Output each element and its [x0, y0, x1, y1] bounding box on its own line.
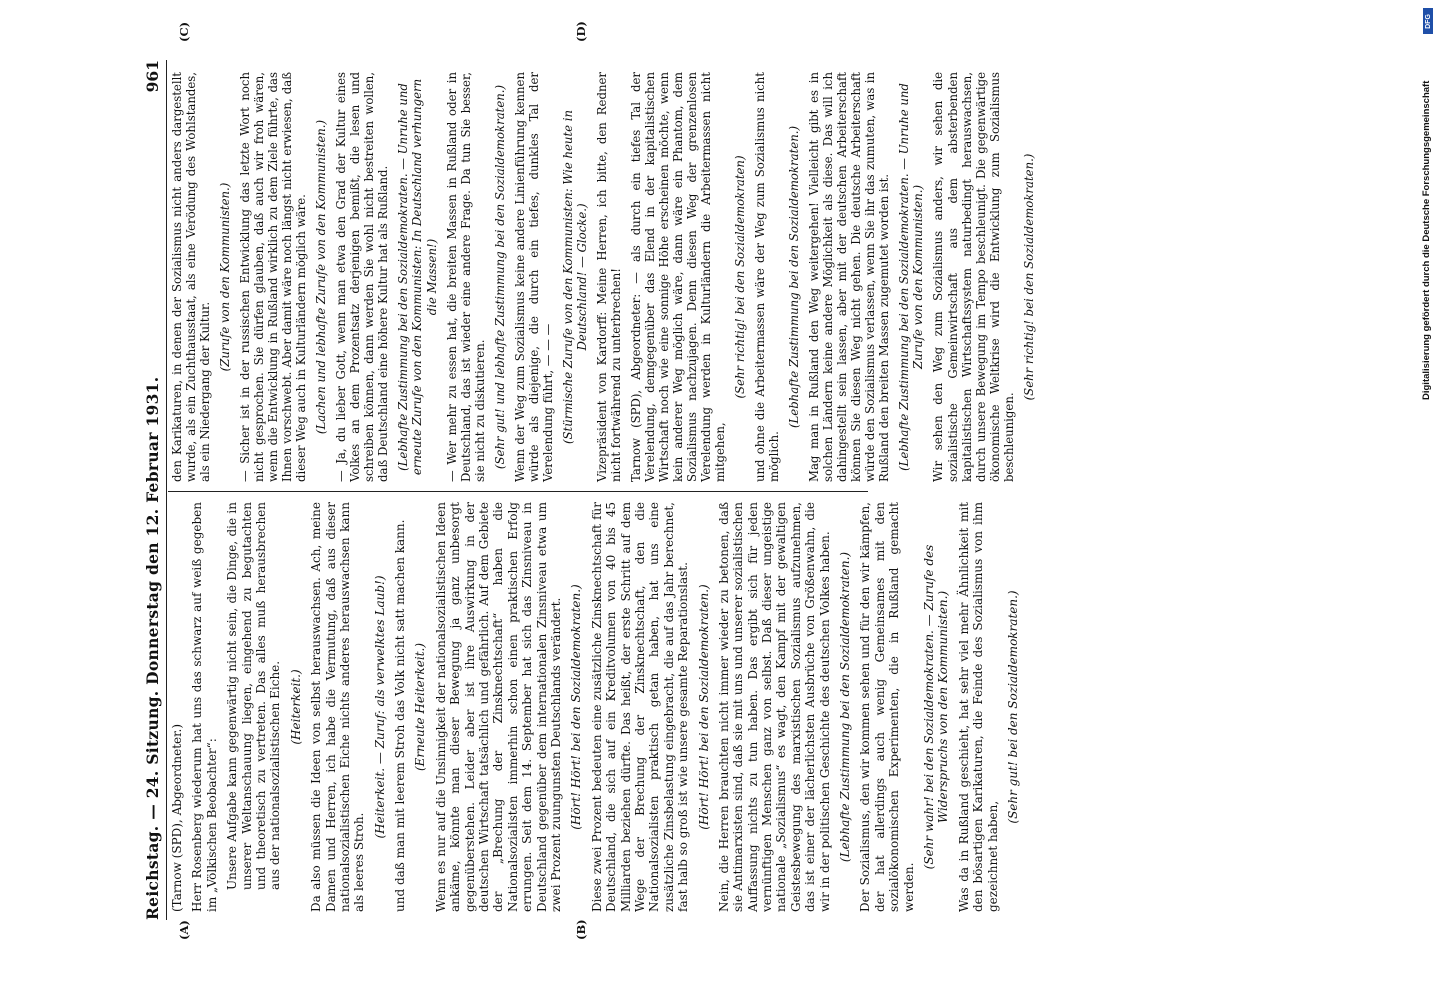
digitization-note-text: Digitalisierung gefördert durch die Deutsche Forschungsgemeinschaft — [1421, 80, 1432, 400]
paragraph: Herr Rosenberg wiederum hat uns das schwarz auf weiß gegeben im „Völkischen Beobachter“: — [190, 502, 219, 912]
margin-mark-b: (B) — [574, 919, 588, 940]
paragraph: Mag man in Rußland den Weg weitergehen! Vielleicht gibt es in solchen Ländern keine andere Möglichkeit als diese. Das will ich dahingestellt sein lassen, aber mit der deutschen Arbeiterschaft können Sie diesen Weg nicht gehen. Die deutsche Arbeiterschaft würde den Sozialismus verlassen, wenn Sie ihr das zumuten, was in Rußland den breiten Massen zugemutet worden ist. — [807, 72, 892, 482]
right-column — [170, 72, 1042, 482]
interjection: (Hört! Hört! bei den Sozialdemokraten.) — [569, 584, 584, 830]
interjection: (Lebhafte Zustimmung bei den Sozialdemokraten.) — [787, 125, 802, 429]
interjection: (Sehr richtig! bei den Sozialdemokraten) — [733, 155, 748, 399]
left-column — [170, 502, 1026, 912]
paragraph: Wenn der Weg zum Sozialismus keine andere Linienführung kennen würde als diejenige, die durch ein tiefes, dunkles Tal der Verelendung führt, — — — — [512, 72, 555, 482]
interjection: (Hört! Hört! bei den Sozialdemokraten.) — [696, 584, 711, 830]
interjection: (Zurufe von den Kommunisten.) — [218, 182, 233, 372]
interjection: (Lachen und lebhafte Zurufe von den Kommunisten.) — [314, 119, 329, 435]
interjection: (Sehr gut! und lebhafte Zustimmung bei den Sozialdemokraten.) — [492, 84, 507, 470]
interjection: (Lebhafte Zustimmung bei den Sozialdemokraten. — Unruhe und erneute Zurufe von den Kommunisten: In Deutschland verhungern die Massen!) — [396, 78, 439, 476]
paragraph: Da also müssen die Ideen von selbst herauswachsen. Ach, meine Damen und Herren, ich habe die Vermutung, daß aus dieser nationalsozialistischen Eiche nichts anderes herauswachsen kann als leeres Stroh. — [309, 502, 367, 912]
header-rule — [166, 60, 167, 920]
interjection: (Heiterkeit. — Zuruf: als verwelktes Laub!) — [372, 575, 387, 839]
paragraph: — Ja, du lieber Gott, wenn man etwa den Grad der Kultur eines Volkes an dem Prozentsatz derjenigen bemißt, die lesen und schreiben können, dann werden Sie wohl nicht bestreiten wollen, daß Deutschland eine höhere Kultur hat als Rußland. — [334, 72, 391, 482]
interjection: (Stürmische Zurufe von den Kommunisten: Wie heute in Deutschland! — Glocke.) — [560, 109, 589, 445]
paragraph: Vizepräsident von Kardorff: Meine Herren, ich bitte, den Redner nicht fortwährend zu unterbrechen! — [594, 72, 623, 482]
interjection: (Heiterkeit.) — [288, 669, 303, 745]
page-title: Reichstag. — 24. Sitzung. Donnerstag den 12. Februar 1931. — [143, 376, 162, 920]
paragraph: Wenn es nur auf die Unsinnigkeit der nationalsozialistischen Ideen ankäme, könnte man dieser Bewegung ja ganz unbesorgt gegenüberstehen. Leider aber ist ihre Auswirkung in der deutschen Wirtschaft tatsächlich und gefährlich. Auf dem Gebiete der „Brechung der Zinsknechtschaft“ haben die Nationalsozialisten immerhin schon einen praktischen Erfolg errungen. Seit dem 14. September hat sich das Zinsniveau in Deutschland gegenüber dem internationalen Zinsniveau etwa um zwei Prozent zuungunsten Deutschlands verändert. — [433, 502, 563, 912]
margin-mark-a: (A) — [177, 920, 191, 940]
column-divider — [168, 491, 868, 492]
interjection: (Lebhafte Zustimmung bei den Sozialdemokraten.) — [838, 551, 853, 863]
paragraph: — Wer mehr zu essen hat, die breiten Massen in Rußland oder in Deutschland, das ist wieder eine andere Frage. Da tun Sie besser, sie nicht zu diskutieren. — [444, 72, 487, 482]
paragraph: den Karikaturen, in denen der Sozialismus nicht anders dargestellt wurde, als ein Zuchthausstaat, als eine Verödung des Wohlstandes, als ein Niedergang der Kultur. — [170, 72, 213, 482]
paragraph: und daß man mit leerem Stroh das Volk nicht satt machen kann. — [393, 519, 408, 912]
speaker-line: (Tarnow (SPD), Abgeordneter.) — [170, 723, 184, 912]
interjection: (Sehr gut! bei den Sozialdemokraten.) — [1005, 590, 1020, 824]
paragraph: Was da in Rußland geschieht, hat sehr viel mehr Ähnlichkeit mit den bösartigen Karikaturen, die Feinde des Sozialismus von ihm gezeichnet haben, — [956, 502, 1000, 912]
interjection: (Erneute Heiterkeit.) — [413, 642, 428, 772]
paragraph: Tarnow (SPD), Abgeordneter: — als durch ein tiefes Tal der Verelendung, demgegenüber das Elend in der kapitalistischen Wirtschaft noch wie eine sonnige Höhe erscheinen möchte, wenn kein anderer Weg möglich wäre, dann wäre ein Phantom, dem Sozialismus nachzujagen. Denn diesen Weg der grenzenlosen Verelendung werden in Kulturländern die Arbeitermassen nicht mitgehen, — [628, 72, 728, 482]
margin-mark-c: (C) — [177, 21, 191, 42]
paragraph: Wir sehen den Weg zum Sozialismus anders, wir sehen die sozialistische Gemeinwirtschaft aus dem absterbenden kapitalistischen Wirtschaftssystem naturbedingt herauswachsen, durch unsere Bewegung im Tempo beschleunigt. Die gegenwärtige ökonomische Weltkrise wird die Entwicklung zum Sozialismus beschleunigen. — [931, 72, 1016, 482]
paragraph: Nein, die Herren brauchten nicht immer wieder zu betonen, daß sie Antimarxisten sind, daß sie mit uns und unserer sozialistischen Auffassung nichts zu tun haben. Das ergibt sich für jeden vernünftigen Menschen ganz von selbst. Daß dieser ungeistige nationale „Sozialismus“ es wagt, den Kampf mit der gewaltigen Geistesbewegung des marxistischen Sozialismus aufzunehmen, das ist einer der lächerlichsten Ausbrüche von Größenwahn, die wir in der politischen Geschichte des deutschen Volkes haben. — [716, 502, 832, 912]
paragraph: und ohne die Arbeitermassen wäre der Weg zum Sozialismus nicht möglich. — [753, 72, 782, 482]
interjection: (Lebhafte Zustimmung bei den Sozialdemokraten. — Unruhe und Zurufe von den Kommunisten.) — [897, 83, 926, 471]
paragraph: Der Sozialismus, den wir kommen sehen und für den wir kämpfen, der hat allerdings auch wenig Gemeinsames mit den sozialökonomischen Experimenten, die in Rußland gemacht werden. — [858, 502, 916, 912]
interjection: (Sehr wahr! bei den Sozialdemokraten. — Zurufe des Widerspruchs von den Kommunisten.) — [921, 544, 951, 870]
quoted-passage: Unsere Aufgabe kann gegenwärtig nicht sein, die Dinge, die in unserer Weltanschauung liegen, eingehend zu begutachten und theoretisch zu vertreten. Das alles muß herausbrechen aus der nationalsozialistischen Eiche. — [225, 502, 283, 890]
page-header — [144, 60, 164, 920]
interjection: (Sehr richtig! bei den Sozialdemokraten.) — [1021, 153, 1036, 401]
document-page — [60, 0, 1310, 1000]
digitization-note — [1419, 8, 1434, 998]
page-number: 961 — [143, 60, 162, 93]
dfg-logo: DFG — [1423, 8, 1433, 34]
paragraph: — Sicher ist in der russischen Entwicklung das letzte Wort noch nicht gesprochen. Sie dürfen glauben, daß auch wir froh wären, wenn die Entwicklung in Rußland wirklich zu dem Ziele führte, das Ihnen vorschwebt. Aber damit wäre noch längst nicht erwiesen, daß dieser Weg auch in Kulturländern möglich wäre. — [238, 72, 309, 482]
margin-mark-d: (D) — [574, 21, 588, 42]
paragraph: Diese zwei Prozent bedeuten eine zusätzliche Zinsknechtschaft für Deutschland, die sich auf ein Kreditvolumen von 40 bis 45 Milliarden beziehen dürfte. Das heißt, der erste Schritt auf dem Wege der Brechung der Zinsknechtschaft, den die Nationalsozialisten praktisch getan haben, hat uns eine zusätzliche Zinsbelastung eingebracht, die auf das Jahr berechnet, fast halb so groß ist wie unsere gesamte Reparationslast. — [589, 502, 691, 912]
